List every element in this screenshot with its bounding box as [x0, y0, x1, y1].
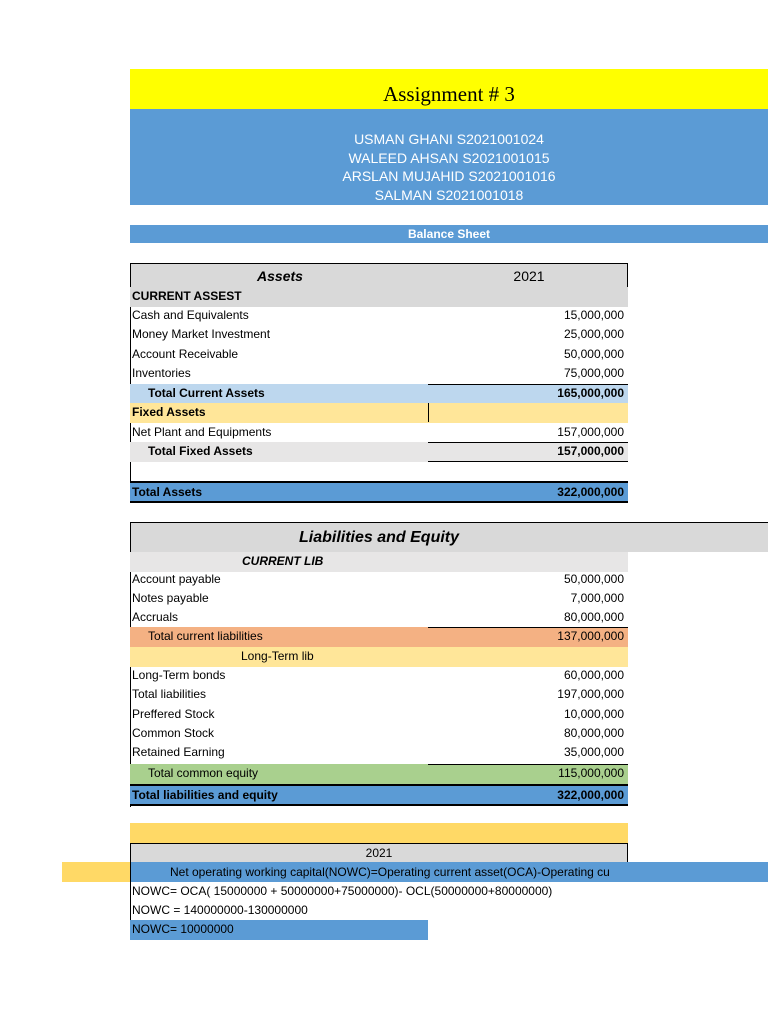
table-row: Inventories 75,000,000 [132, 366, 624, 380]
group-members [130, 109, 768, 205]
current-assets-heading: CURRENT ASSEST [130, 287, 628, 307]
sum-line [428, 764, 628, 765]
table-row: Account payable 50,000,000 [132, 572, 624, 586]
sum-line [428, 461, 628, 462]
member-name: USMAN GHANI S2021001024 [354, 131, 544, 147]
sum-line [428, 627, 628, 628]
nowc-definition-cell [130, 862, 768, 882]
member-name: WALEED AHSAN S2021001015 [348, 149, 550, 166]
nowc-result: NOWC= 10000000 [130, 920, 428, 940]
assets-header [130, 263, 628, 287]
total-assets-row: Total Assets 322,000,000 [130, 481, 628, 503]
table-row: Long-Term bonds 60,000,000 [132, 668, 624, 682]
year-heading: 2021 [513, 268, 545, 284]
table-row: Money Market Investment 25,000,000 [132, 327, 624, 341]
sum-line [428, 442, 628, 443]
fixed-assets-heading: Fixed Assets [130, 403, 628, 423]
total-current-assets-row: Total Current Assets 165,000,000 [130, 384, 628, 404]
nowc-definition-row [62, 862, 768, 882]
cell-cursor [428, 403, 429, 422]
liabilities-header [130, 522, 768, 552]
long-term-heading: Long-Term lib [130, 647, 628, 667]
nowc-formula-line: NOWC= OCA( 15000000 + 50000000+75000000)- OCL(50000000+80000000) [132, 884, 553, 898]
nowc-year: 2021 [130, 843, 628, 862]
table-row: Retained Earning 35,000,000 [132, 745, 624, 759]
total-liabilities-equity-row: Total liabilities and equity 322,000,000 [130, 784, 628, 806]
assignment-title: Assignment # 3 [130, 69, 768, 109]
yellow-cell [62, 862, 130, 882]
table-row: Total liabilities 197,000,000 [132, 687, 624, 701]
table-row: Preffered Stock 10,000,000 [132, 707, 624, 721]
current-liabilities-heading: CURRENT LIB [130, 552, 628, 572]
total-fixed-assets-row: Total Fixed Assets 157,000,000 [130, 442, 628, 462]
table-row: Account Receivable 50,000,000 [132, 347, 624, 361]
balance-sheet-title: Balance Sheet [130, 225, 768, 243]
member-name: ARSLAN MUJAHID S2021001016 [342, 168, 556, 184]
table-row: Notes payable 7,000,000 [132, 591, 624, 605]
table-row: Cash and Equivalents 15,000,000 [132, 308, 624, 322]
total-common-equity-row: Total common equity 115,000,000 [130, 764, 628, 784]
nowc-definition: Net operating working capital(NOWC)=Operating current asset(OCA)-Operating cu [170, 865, 610, 879]
liabilities-heading: Liabilities and Equity [298, 529, 460, 546]
table-row: Accruals 80,000,000 [132, 610, 624, 624]
assets-heading: Assets [257, 268, 303, 284]
table-row: Common Stock 80,000,000 [132, 726, 624, 740]
nowc-formula-line: NOWC = 140000000-130000000 [132, 903, 308, 917]
member-name: SALMAN S2021001018 [374, 186, 524, 203]
table-row: Net Plant and Equipments 157,000,000 [132, 425, 624, 439]
sum-line [428, 384, 628, 385]
separator-band [130, 823, 628, 843]
total-current-liabilities-row: Total current liabilities 137,000,000 [130, 627, 628, 647]
